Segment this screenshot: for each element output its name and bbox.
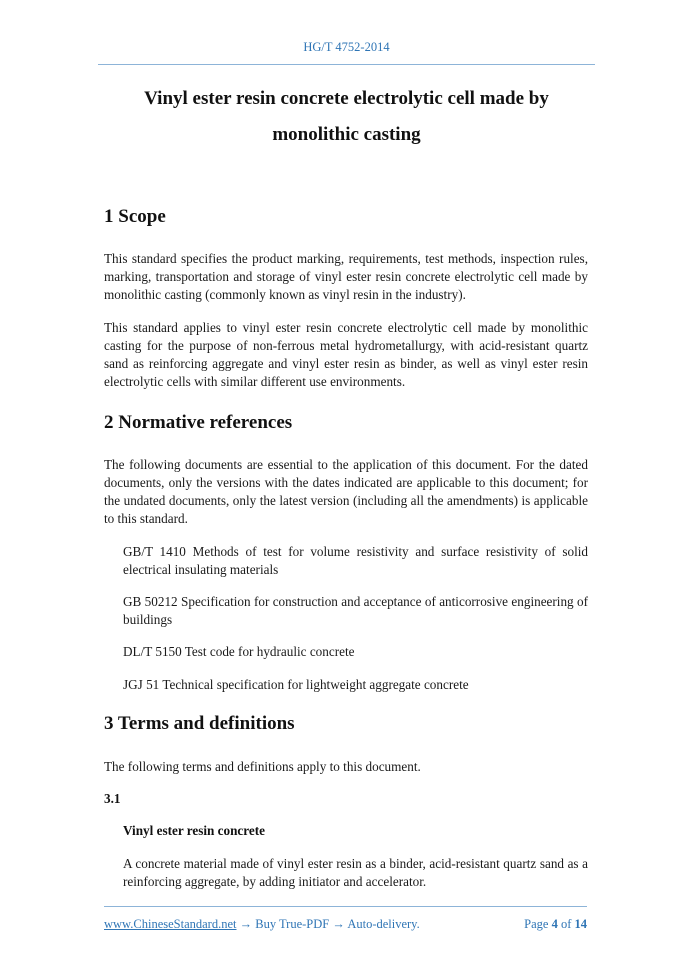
arrow-right-icon: → (332, 917, 345, 931)
footer-promo (104, 917, 420, 932)
page-indicator (524, 917, 587, 932)
term-number: 3.1 (104, 791, 121, 806)
auto-delivery-text: Auto-delivery. (347, 917, 420, 931)
footer-divider (104, 906, 587, 907)
scope-paragraph-2: This standard applies to vinyl ester resin concrete electrolytic cell made by monolithic casting for the purpose of non-ferrous metal hydrometallurgy, with acid-resistant quartz sand as reinforcing aggregate and vinyl ester resin as binder, as well as vinyl ester resin electrolytic cells with similar different use environments. (104, 320, 588, 389)
header-divider (98, 64, 595, 65)
total-pages-number: 14 (574, 917, 587, 931)
document-title-line-2: monolithic casting (272, 124, 421, 145)
arrow-right-icon: → (239, 917, 253, 931)
term-definition: A concrete material made of vinyl ester resin as a binder, acid-resistant quartz sand as a reinforcing aggregate, by adding initiator and accelerator. (123, 856, 588, 889)
website-link[interactable]: www.ChineseStandard.net (104, 917, 237, 931)
current-page-number: 4 (551, 917, 558, 931)
document-title-line-1: Vinyl ester resin concrete electrolytic cell made by (144, 88, 549, 109)
normative-intro-paragraph: The following documents are essential to the application of this document. For the dated documents, only the versions with the dates indicated are applicable to this document; for the undated documents, only the latest version (including all the amendments) is applicable to this standard. (104, 457, 588, 526)
terms-intro-paragraph: The following terms and definitions apply to this document. (104, 759, 421, 774)
reference-item: GB 50212 Specification for construction and acceptance of anticorrosive engineering of buildings (123, 594, 588, 627)
section-heading-scope: 1 Scope (104, 206, 166, 227)
reference-item: JGJ 51 Technical specification for lightweight aggregate concrete (123, 677, 469, 692)
reference-item: GB/T 1410 Methods of test for volume resistivity and surface resistivity of solid electrical insulating materials (123, 544, 588, 577)
of-label: of (560, 917, 572, 931)
section-heading-normative-references: 2 Normative references (104, 412, 293, 433)
scope-paragraph-1: This standard specifies the product marking, requirements, test methods, inspection rules, marking, transportation and storage of vinyl ester resin concrete electrolytic cell made by monolithic casting (commonly known as vinyl resin in the industry). (104, 251, 588, 302)
page-label: Page (524, 917, 549, 931)
buy-pdf-text: Buy True-PDF (255, 917, 330, 931)
term-name: Vinyl ester resin concrete (123, 823, 265, 838)
document-code-header: HG/T 4752-2014 (303, 40, 390, 54)
section-heading-terms-definitions: 3 Terms and definitions (104, 713, 295, 734)
reference-item: DL/T 5150 Test code for hydraulic concrete (123, 644, 355, 659)
